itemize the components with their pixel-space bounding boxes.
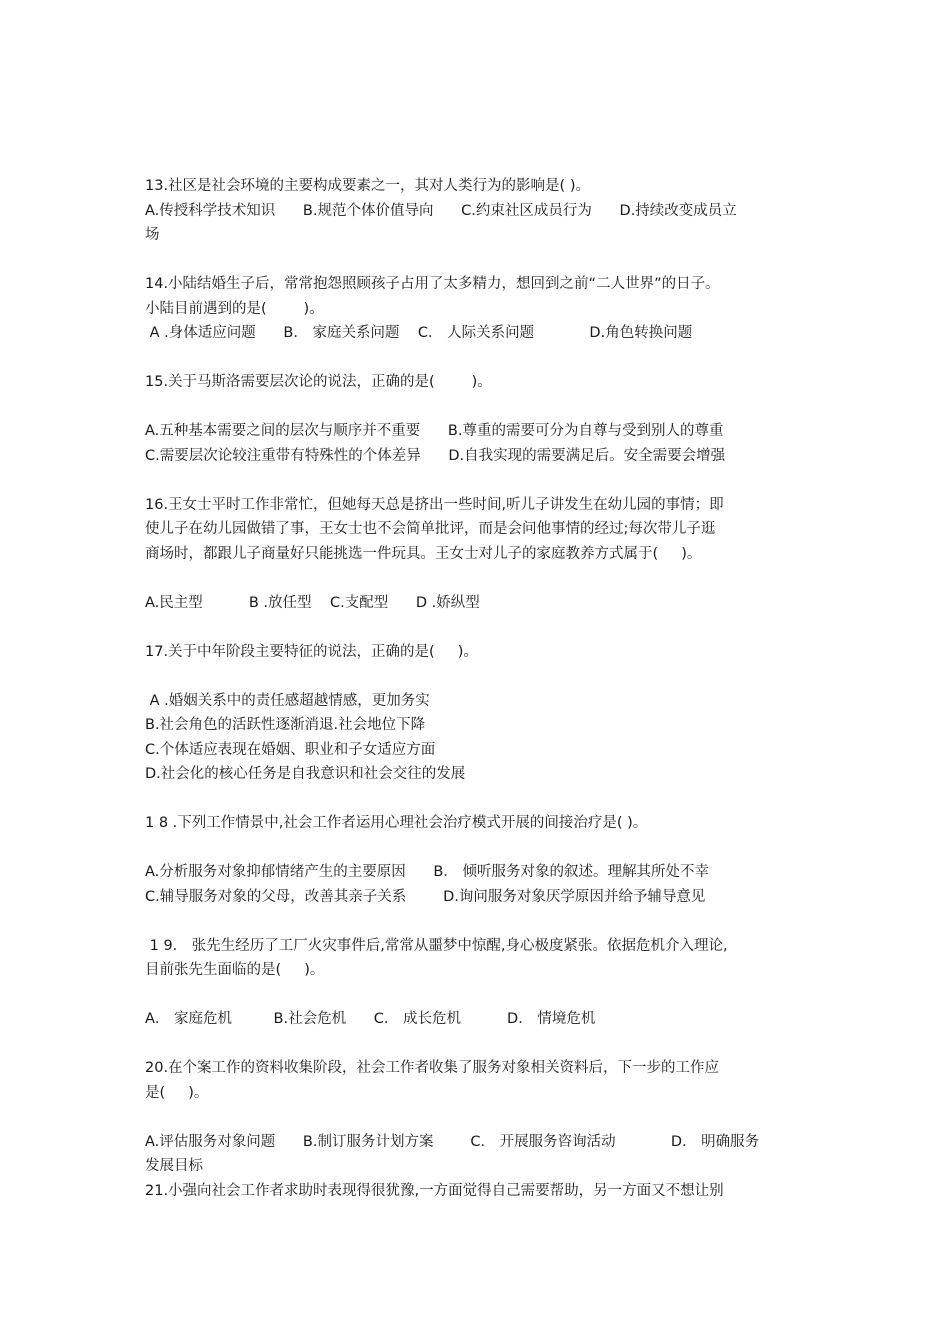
question-stem: 13.社区是社会环境的主要构成要素之一，其对人类行为的影响是( )。	[145, 178, 590, 194]
question-stem: 21.小强向社会工作者求助时表现得很犹豫,一方面觉得自己需要帮助，另一方面又不想让别	[145, 1182, 724, 1199]
question-options: D.社会化的核心任务是自我意识和社会交往的发展	[145, 766, 466, 782]
question-stem: 目前张先生面临的是( )。	[145, 962, 325, 978]
question-stem: 17.关于中年阶段主要特征的说法，正确的是( )。	[145, 643, 478, 660]
question-14	[145, 272, 820, 346]
question-options: A.五种基本需要之间的层次与顺序并不重要 B.尊重的需要可分为自尊与受到别人的尊重	[145, 423, 724, 439]
question-options: A.分析服务对象抑郁情绪产生的主要原因 B． 倾听服务对象的叙述。理解其所处不幸	[145, 864, 709, 880]
exam-questions	[145, 174, 820, 1203]
question-options: 场	[145, 227, 160, 243]
question-options: C.辅导服务对象的父母，改善其亲子关系 D.询问服务对象厌学原因并给予辅导意见	[145, 888, 706, 905]
question-stem: 使儿子在幼儿园做错了事，王女士也不会简单批评，而是会问他事情的经过;每次带儿子逛	[145, 521, 716, 537]
question-18	[145, 811, 820, 909]
question-21	[145, 1179, 820, 1204]
question-options: 发展目标	[145, 1158, 203, 1174]
question-stem: 16.王女士平时工作非常忙，但她每天总是挤出一些时间,听儿子讲发生在幼儿园的事情；即	[145, 496, 724, 513]
question-stem: 14.小陆结婚生子后，常常抱怨照顾孩子占用了太多精力，想回到之前“二人世界”的日子。	[145, 276, 720, 292]
question-13	[145, 174, 820, 248]
question-options: A .身体适应问题 B． 家庭关系问题 C． 人际关系问题 D.角色转换问题	[145, 325, 693, 341]
question-15	[145, 370, 820, 468]
question-options: A.民主型 B .放任型 C.支配型 D .娇纵型	[145, 594, 480, 611]
question-options: A． 家庭危机 B.社会危机 C． 成长危机 D． 情境危机	[145, 1011, 596, 1027]
question-stem: 15.关于马斯洛需要层次论的说法，正确的是( )。	[145, 374, 492, 390]
question-stem: 是( )。	[145, 1084, 209, 1101]
question-stem: 商场时，都跟儿子商量好只能挑选一件玩具。王女士对儿子的家庭教养方式属于( )。	[145, 545, 702, 562]
question-16	[145, 493, 820, 616]
question-options: C.个体适应表现在婚姻、职业和子女适应方面	[145, 741, 436, 758]
question-options: A.传授科学技术知识 B.规范个体价值导向 C.约束社区成员行为 D.持续改变成员立	[145, 202, 737, 219]
question-20	[145, 1056, 820, 1179]
question-options: B.社会角色的活跃性逐渐消退.社会地位下降	[145, 717, 426, 733]
question-stem: 1 8 .下列工作情景中,社会工作者运用心理社会治疗模式开展的间接治疗是( )。	[145, 815, 648, 831]
question-stem: 小陆目前遇到的是( )。	[145, 300, 324, 317]
question-stem: 1 9． 张先生经历了工厂火灾事件后,常常从噩梦中惊醒,身心极度紧张。依据危机介入理论,	[145, 937, 728, 954]
question-options: A.评估服务对象问题 B.制订服务计划方案 C． 开展服务咨询活动 D． 明确服务	[145, 1133, 760, 1150]
question-options: A .婚姻关系中的责任感超越情感，更加务实	[145, 692, 430, 709]
question-options: C.需要层次论较注重带有特殊性的个体差异 D.自我实现的需要满足后。安全需要会增强	[145, 447, 726, 464]
question-stem: 20.在个案工作的资料收集阶段，社会工作者收集了服务对象相关资料后，下一步的工作应	[145, 1060, 720, 1076]
question-17	[145, 640, 820, 787]
question-19	[145, 934, 820, 1032]
